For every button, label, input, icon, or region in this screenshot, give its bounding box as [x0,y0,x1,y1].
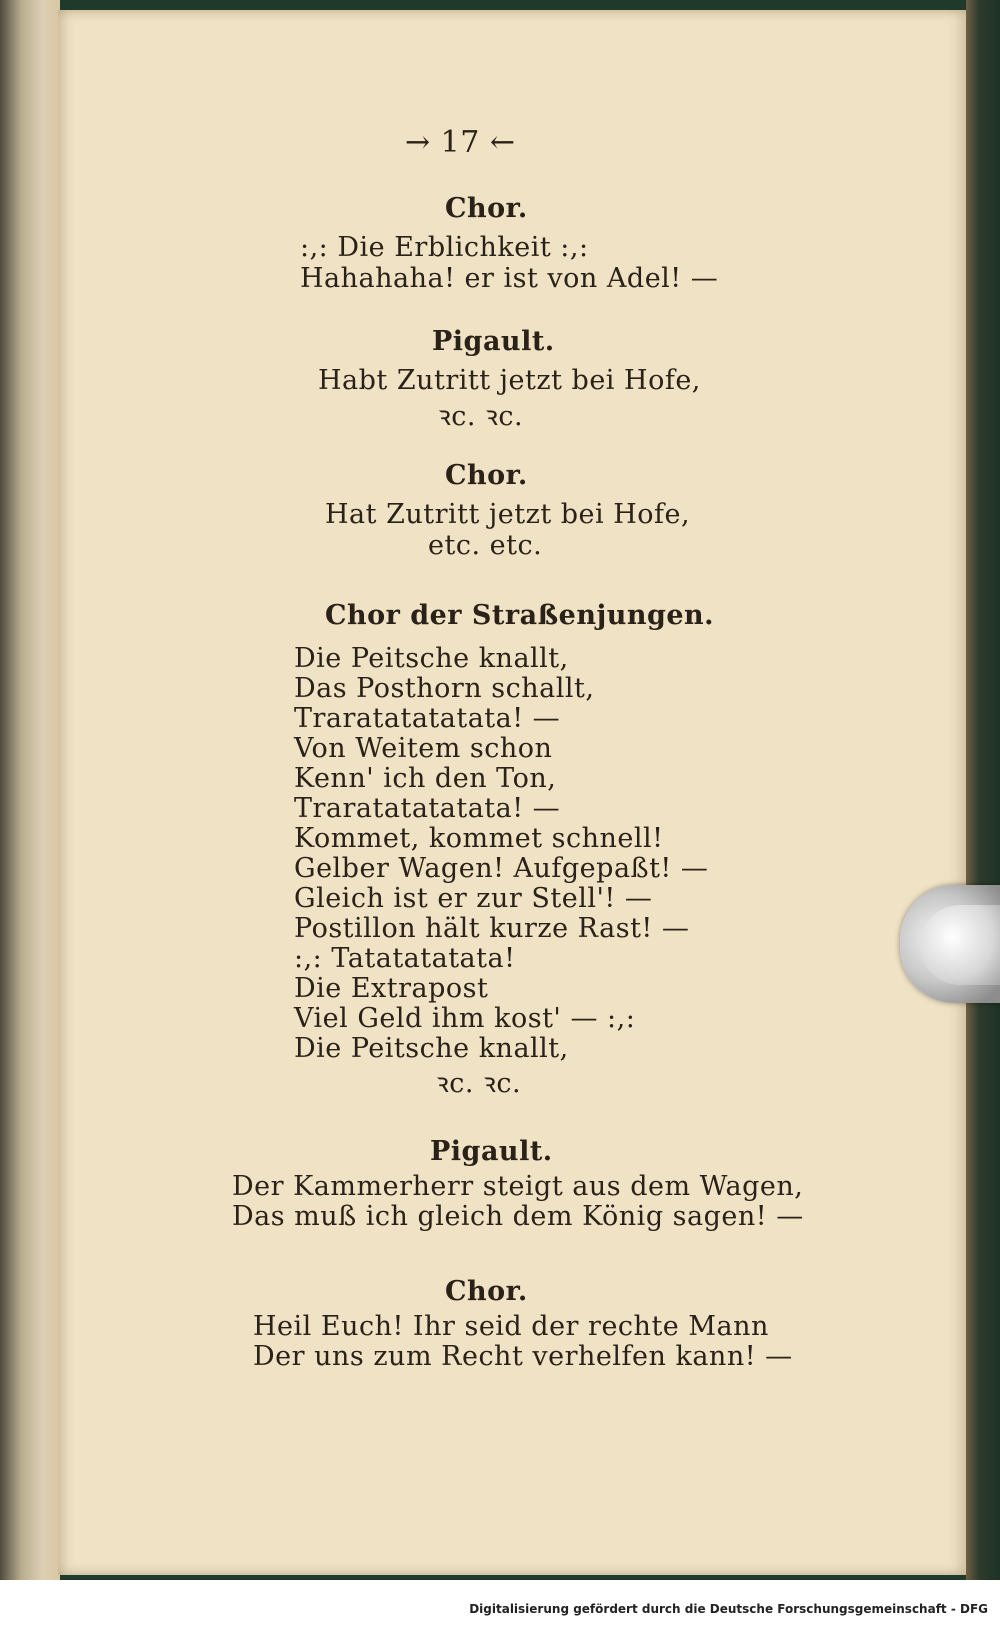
verse-line: :,: Tatatatatata! [294,943,516,974]
verse-line: Von Weitem schon [294,733,553,764]
speaker-heading: Pigault. [430,1136,553,1167]
verse-line: Kommet, kommet schnell! [294,823,664,854]
speaker-heading: Chor. [445,193,528,224]
verse-line: Der Kammerherr steigt aus dem Wagen, [232,1171,804,1202]
verse-line: Die Peitsche knallt, [294,643,569,674]
speaker-heading: Chor der Straßenjungen. [325,600,715,631]
page-number: → 17 ← [405,125,516,160]
verse-line: Der uns zum Recht verhelfen kann! — [253,1341,793,1372]
verse-line: Traratatatatata! — [294,703,561,734]
verse-line: Gelber Wagen! Aufgepaßt! — [294,853,709,884]
verse-line: etc. etc. [428,530,543,561]
verse-line: ꝛc. ꝛc. [438,401,524,432]
verse-line: Hahahaha! er ist von Adel! — [300,263,719,294]
verse-line: Das Posthorn schallt, [294,673,595,704]
verse-line: ꝛc. ꝛc. [436,1068,522,1099]
verse-line: Heil Euch! Ihr seid der rechte Mann [253,1311,769,1342]
speaker-heading: Pigault. [432,326,555,357]
page-clip-highlight [920,905,1000,985]
book-spine [0,0,60,1580]
verse-line: Habt Zutritt jetzt bei Hofe, [318,365,701,396]
verse-line: Kenn' ich den Ton, [294,763,557,794]
footer-credit: Digitalisierung gefördert durch die Deutsche Forschungsgemeinschaft - DFG [469,1602,988,1616]
verse-line: Die Extrapost [294,973,489,1004]
book-cover-edge [966,0,1000,1580]
verse-line: Die Peitsche knallt, [294,1033,569,1064]
verse-line: Hat Zutritt jetzt bei Hofe, [325,499,691,530]
verse-line: Postillon hält kurze Rast! — [294,913,690,944]
verse-line: :,: Die Erblichkeit :,: [300,232,589,263]
speaker-heading: Chor. [445,460,528,491]
verse-line: Gleich ist er zur Stell'! — [294,883,653,914]
verse-line: Das muß ich gleich dem König sagen! — [232,1201,804,1232]
speaker-heading: Chor. [445,1276,528,1307]
verse-line: Traratatatatata! — [294,793,561,824]
verse-line: Viel Geld ihm kost' — :,: [294,1003,636,1034]
